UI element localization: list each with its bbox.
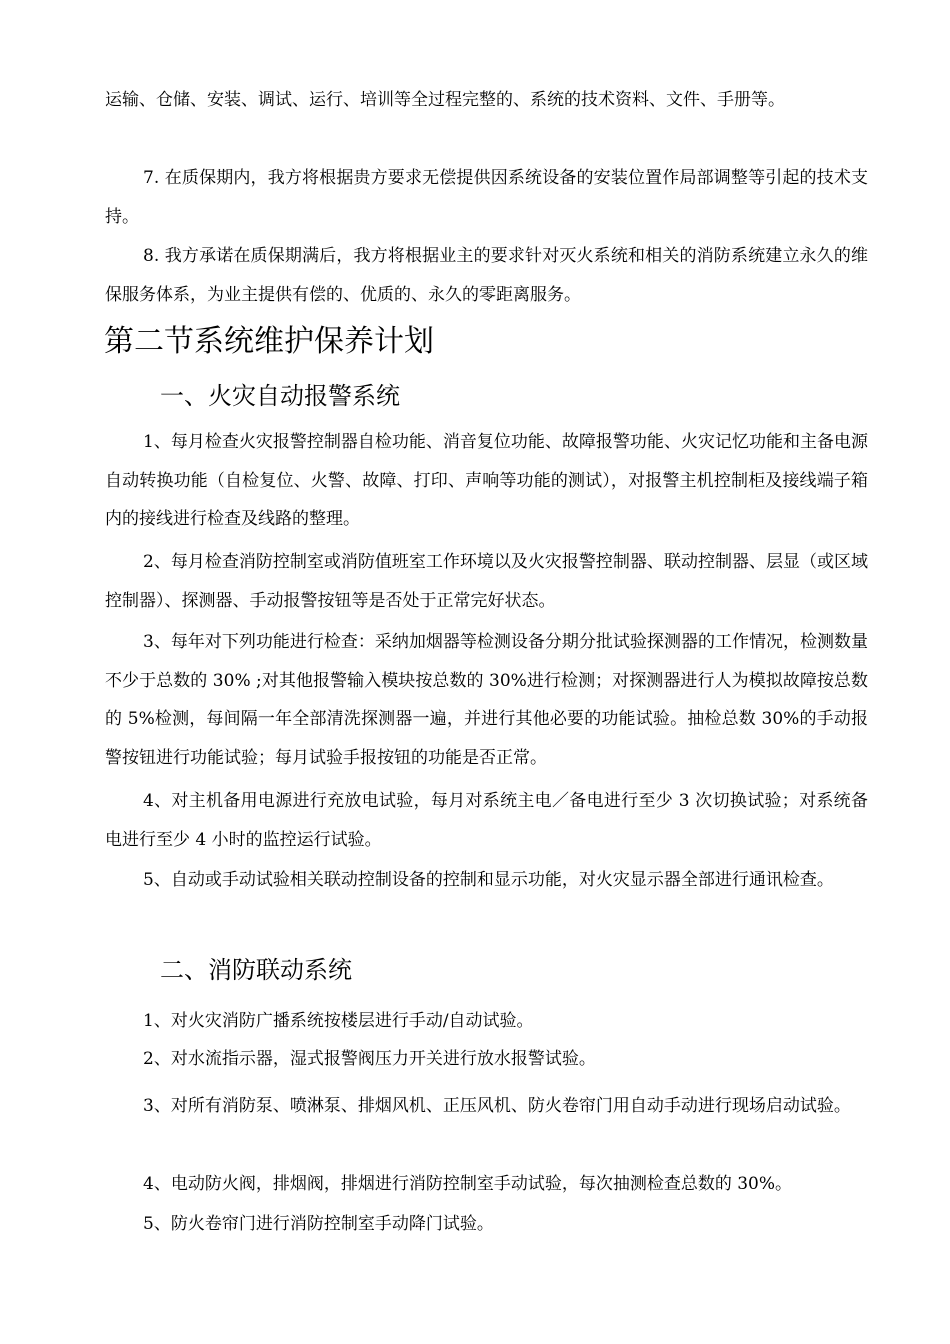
linkage-item-4: 4、电动防火阀，排烟阀，排烟进行消防控制室手动试验，每次抽测检查总数的 30%。 bbox=[143, 1174, 793, 1194]
fire-alarm-item-5: 5、自动或手动试验相关联动控制设备的控制和显示功能，对火灾显示器全部进行通讯检查。 bbox=[143, 870, 834, 890]
linkage-item-5: 5、防火卷帘门进行消防控制室手动降门试验。 bbox=[143, 1214, 494, 1234]
paragraph-item-8: 8. 我方承诺在质保期满后，我方将根据业主的要求针对灭火系统和相关的消防系统建立永久的维保服务体系，为业主提供有偿的、优质的、永久的零距离服务。 bbox=[105, 246, 868, 305]
section-title: 第二节系统维护保养计划 bbox=[104, 324, 434, 359]
paragraph-continuation: 运输、仓储、安装、调试、运行、培训等全过程完整的、系统的技术资料、文件、手册等。 bbox=[105, 90, 785, 110]
fire-alarm-item-2: 2、每月检查消防控制室或消防值班室工作环境以及火灾报警控制器、联动控制器、层显（或区域控制器）、探测器、手动报警按钮等是否处于正常完好状态。 bbox=[105, 552, 868, 611]
linkage-item-2: 2、对水流指示器，湿式报警阀压力开关进行放水报警试验。 bbox=[143, 1049, 596, 1069]
linkage-item-1: 1、对火灾消防广播系统按楼层进行手动/自动试验。 bbox=[143, 1011, 534, 1031]
fire-alarm-item-4: 4、对主机备用电源进行充放电试验，每月对系统主电／备电进行至少 3 次切换试验；对系统备电进行至少 4 小时的监控运行试验。 bbox=[105, 791, 868, 850]
paragraph-item-7: 7. 在质保期内，我方将根据贵方要求无偿提供因系统设备的安装位置作局部调整等引起的技术支持。 bbox=[105, 168, 868, 227]
subsection-title-linkage: 二、消防联动系统 bbox=[160, 956, 352, 984]
linkage-item-3: 3、对所有消防泵、喷淋泵、排烟风机、正压风机、防火卷帘门用自动手动进行现场启动试验。 bbox=[143, 1096, 851, 1116]
fire-alarm-item-1: 1、每月检查火灾报警控制器自检功能、消音复位功能、故障报警功能、火灾记忆功能和主备电源自动转换功能（自检复位、火警、故障、打印、声响等功能的测试），对报警主机控制柜及接线端子箱内的接线进行检查及线路的整理。 bbox=[105, 432, 868, 529]
fire-alarm-item-3: 3、每年对下列功能进行检查：采纳加烟器等检测设备分期分批试验探测器的工作情况，检测数量不少于总数的 30% ;对其他报警输入模块按总数的 30%进行检测；对探测器进行人为模拟故障按总数的 5%检测，每间隔一年全部清洗探测器一遍，并进行其他必要的功能试验。抽检总数 30%的手动报警按钮进行功能试验；每月试验手报按钮的功能是否正常。 bbox=[105, 632, 868, 768]
subsection-title-fire-alarm: 一、火灾自动报警系统 bbox=[160, 382, 400, 410]
